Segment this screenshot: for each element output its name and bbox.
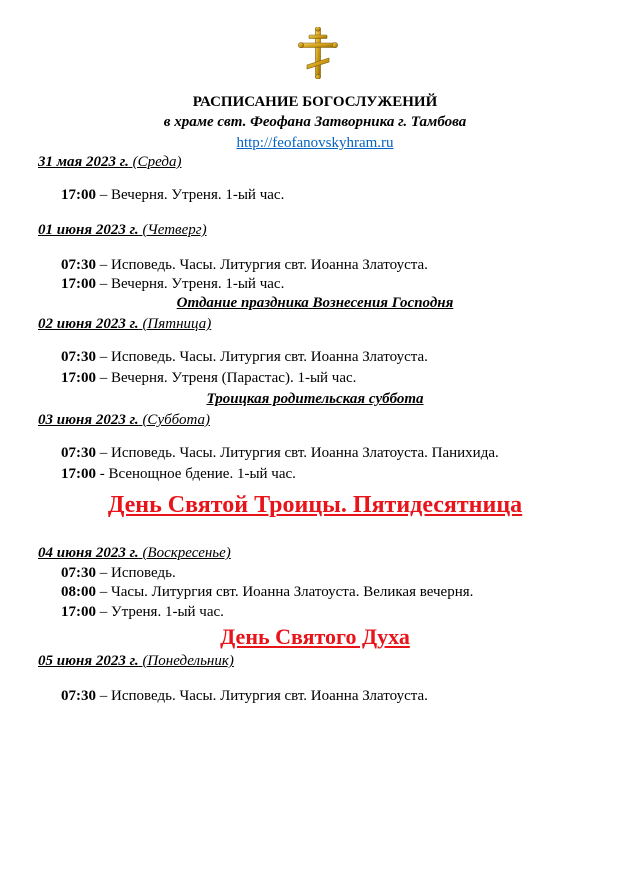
service-line: 17:00 – Вечерня. Утреня. 1-ый час. bbox=[61, 187, 285, 203]
day-date-2: 02 июня 2023 г. (Пятница) bbox=[38, 316, 212, 332]
day-date-1: 01 июня 2023 г. (Четверг) bbox=[38, 222, 207, 238]
feast-title-3: Троицкая родительская суббота bbox=[206, 391, 424, 407]
page-subtitle: в храме свт. Феофана Затворника г. Тамбова bbox=[163, 114, 467, 130]
day-date-5: 05 июня 2023 г. (Понедельник) bbox=[38, 653, 234, 669]
feast-title-5: День Святого Духа bbox=[220, 624, 410, 649]
day-date-0: 31 мая 2023 г. (Среда) bbox=[38, 154, 182, 170]
orthodox-cross-icon bbox=[298, 27, 338, 79]
feast-title-4: День Святой Троицы. Пятидесятница bbox=[107, 492, 523, 518]
website-link[interactable]: http://feofanovskyhram.ru bbox=[236, 135, 394, 151]
service-line: 17:00 – Вечерня. Утреня. 1-ый час. bbox=[61, 276, 285, 292]
service-line: 07:30 – Исповедь. Часы. Литургия свт. Иоанна Златоуста. Панихида. bbox=[61, 445, 499, 461]
service-line: 07:30 – Исповедь. Часы. Литургия свт. Иоанна Златоуста. bbox=[61, 688, 428, 704]
page-title: РАСПИСАНИЕ БОГОСЛУЖЕНИЙ bbox=[192, 94, 438, 110]
day-date-3: 03 июня 2023 г. (Суббота) bbox=[38, 412, 210, 428]
website-link-row bbox=[0, 134, 630, 152]
service-line: 17:00 – Утреня. 1-ый час. bbox=[61, 604, 224, 620]
day-date-4: 04 июня 2023 г. (Воскресенье) bbox=[38, 545, 231, 561]
service-line: 07:30 – Исповедь. Часы. Литургия свт. Иоанна Златоуста. bbox=[61, 257, 428, 273]
service-line: 08:00 – Часы. Литургия свт. Иоанна Златоуста. Великая вечерня. bbox=[61, 584, 474, 600]
service-line: 17:00 - Всенощное бдение. 1-ый час. bbox=[61, 466, 296, 482]
service-line: 07:30 – Исповедь. Часы. Литургия свт. Иоанна Златоуста. bbox=[61, 349, 428, 365]
service-line: 07:30 – Исповедь. bbox=[61, 565, 176, 581]
service-line: 17:00 – Вечерня. Утреня (Парастас). 1-ый час. bbox=[61, 370, 357, 386]
feast-title-2: Отдание праздника Вознесения Господня bbox=[176, 295, 454, 311]
